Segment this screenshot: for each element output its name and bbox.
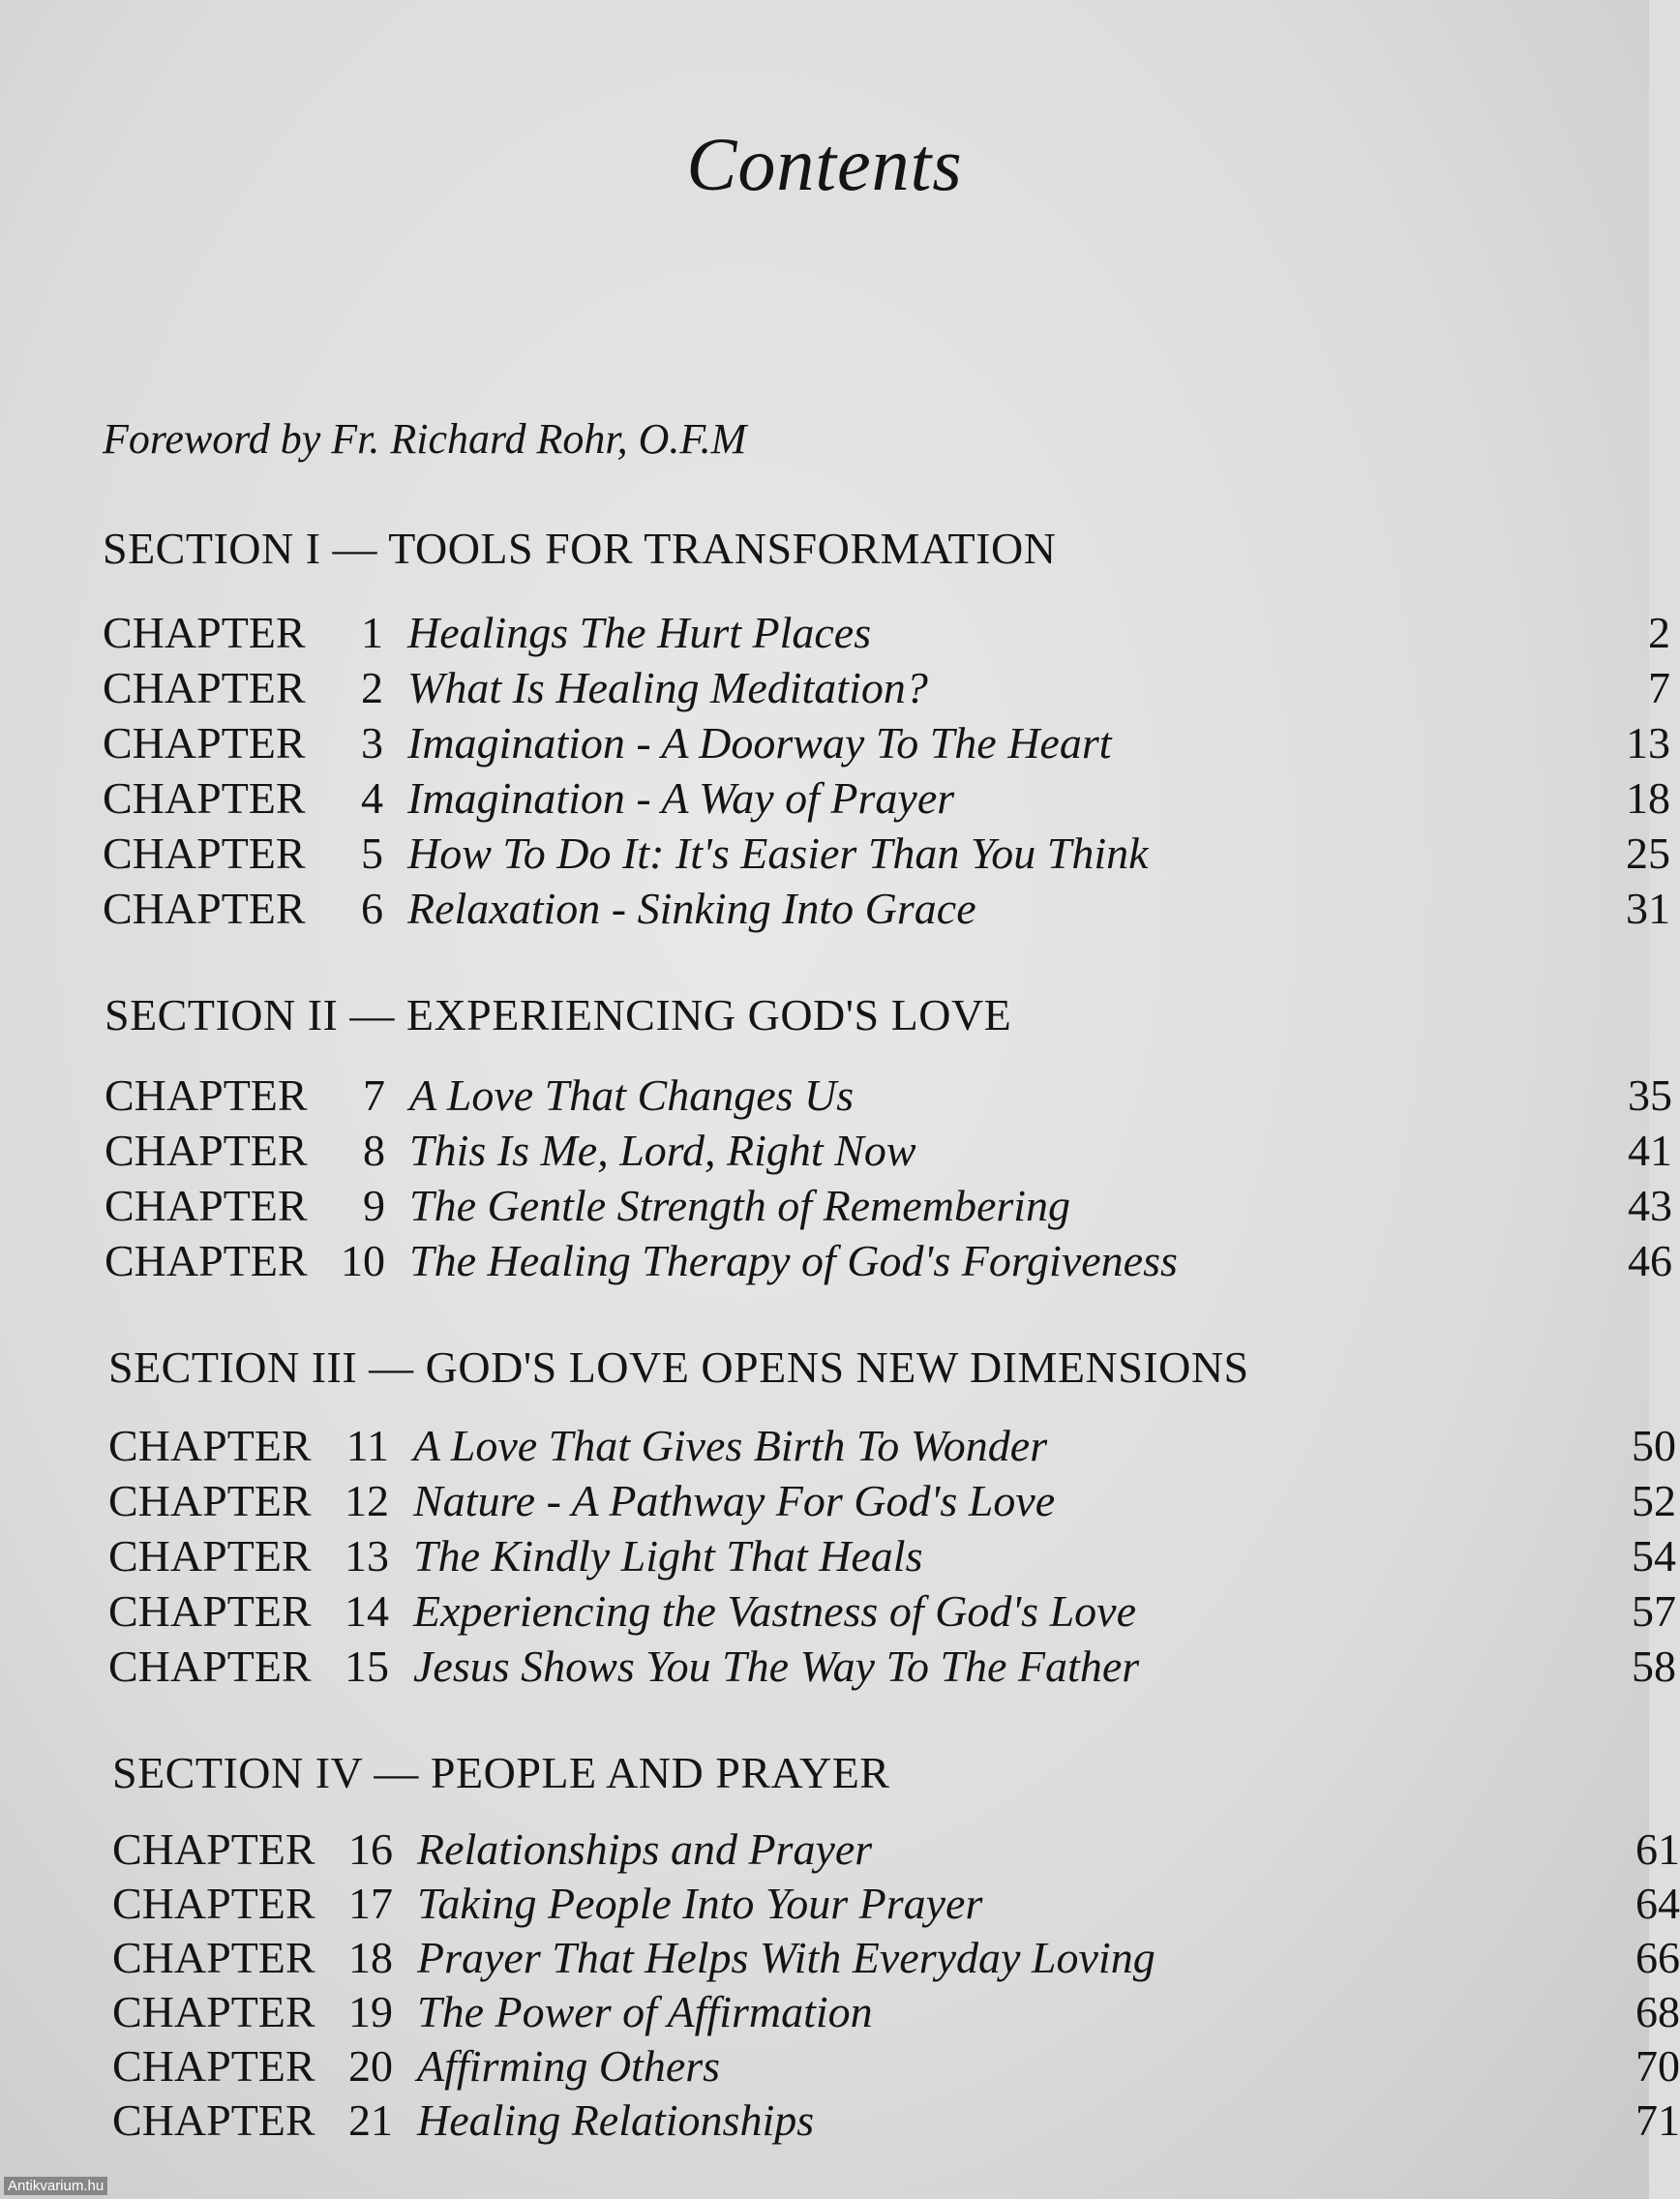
chapter-number: 3 (361, 718, 383, 768)
page-number: 52 (1632, 1476, 1676, 1525)
page-number: 54 (1632, 1531, 1676, 1581)
chapter-title: Imagination - A Way of Prayer (407, 773, 955, 823)
foreword-line: Foreword by Fr. Richard Rohr, O.F.M (103, 415, 747, 463)
chapter-title: The Power of Affirmation (417, 1987, 873, 2036)
chapter-title: How To Do It: It's Easier Than You Think (407, 828, 1149, 878)
chapter-title: Healing Relationships (417, 2095, 815, 2145)
chapter-number: 9 (363, 1181, 385, 1230)
chapter-title: Nature - A Pathway For God's Love (413, 1476, 1056, 1525)
chapter-title: Relaxation - Sinking Into Grace (407, 884, 976, 933)
chapter-number: 14 (345, 1586, 389, 1636)
chapter-title: Relationships and Prayer (417, 1824, 873, 1874)
section-heading: SECTION I — TOOLS FOR TRANSFORMATION (103, 524, 1057, 573)
chapter-label: CHAPTER (103, 718, 306, 768)
page-number: 43 (1628, 1181, 1672, 1230)
page-number: 64 (1635, 1879, 1680, 1928)
chapter-label: CHAPTER (108, 1642, 312, 1691)
chapter-title: A Love That Gives Birth To Wonder (413, 1421, 1048, 1470)
chapter-number: 11 (345, 1421, 389, 1470)
chapter-title: The Kindly Light That Heals (413, 1531, 923, 1581)
page-title: Contents (686, 122, 963, 206)
page-number: 61 (1635, 1824, 1680, 1874)
watermark: Antikvarium.hu (4, 2177, 107, 2195)
chapter-number: 16 (348, 1824, 393, 1874)
page-number: 25 (1626, 828, 1670, 878)
page-number: 7 (1648, 663, 1670, 712)
page-number: 58 (1632, 1642, 1676, 1691)
chapter-number: 2 (361, 663, 383, 712)
chapter-label: CHAPTER (112, 2095, 315, 2145)
chapter-label: CHAPTER (103, 608, 306, 657)
chapter-label: CHAPTER (103, 884, 306, 933)
page-number: 31 (1626, 884, 1670, 933)
chapter-label: CHAPTER (103, 663, 306, 712)
chapter-title: Taking People Into Your Prayer (417, 1879, 983, 1928)
chapter-number: 5 (361, 828, 383, 878)
chapter-label: CHAPTER (112, 1879, 315, 1928)
chapter-label: CHAPTER (105, 1236, 308, 1285)
chapter-number: 18 (348, 1933, 393, 1982)
chapter-number: 12 (345, 1476, 389, 1525)
chapter-title: Healings The Hurt Places (407, 608, 872, 657)
page-number: 46 (1628, 1236, 1672, 1285)
chapter-number: 17 (348, 1879, 393, 1928)
chapter-title: This Is Me, Lord, Right Now (409, 1126, 916, 1175)
chapter-label: CHAPTER (112, 1987, 315, 2036)
chapter-label: CHAPTER (108, 1531, 312, 1581)
chapter-title: What Is Healing Meditation? (407, 663, 928, 712)
chapter-label: CHAPTER (103, 828, 306, 878)
chapter-number: 1 (361, 608, 383, 657)
page-number: 35 (1628, 1070, 1672, 1120)
chapter-label: CHAPTER (103, 773, 306, 823)
chapter-label: CHAPTER (112, 1824, 315, 1874)
chapter-number: 15 (345, 1642, 389, 1691)
chapter-title: The Gentle Strength of Remembering (409, 1181, 1071, 1230)
chapter-title: The Healing Therapy of God's Forgiveness (409, 1236, 1178, 1285)
chapter-number: 19 (348, 1987, 393, 2036)
chapter-number: 20 (348, 2041, 393, 2091)
chapter-label: CHAPTER (108, 1421, 312, 1470)
section-heading: SECTION III — GOD'S LOVE OPENS NEW DIMENSIONS (108, 1342, 1249, 1392)
page-number: 68 (1635, 1987, 1680, 2036)
page-number: 50 (1632, 1421, 1676, 1470)
page-number: 57 (1632, 1586, 1676, 1636)
chapter-title: Jesus Shows You The Way To The Father (413, 1642, 1140, 1691)
chapter-label: CHAPTER (108, 1476, 312, 1525)
chapter-label: CHAPTER (108, 1586, 312, 1636)
chapter-number: 4 (361, 773, 383, 823)
chapter-title: Affirming Others (417, 2041, 721, 2091)
chapter-number: 7 (363, 1070, 385, 1120)
chapter-title: Prayer That Helps With Everyday Loving (417, 1933, 1155, 1982)
section-heading: SECTION II — EXPERIENCING GOD'S LOVE (105, 990, 1012, 1039)
page-number: 66 (1635, 1933, 1680, 1982)
page-number: 70 (1635, 2041, 1680, 2091)
page-number: 18 (1626, 773, 1670, 823)
page-number: 13 (1626, 718, 1670, 768)
chapter-label: CHAPTER (105, 1070, 308, 1120)
chapter-number: 10 (341, 1236, 385, 1285)
chapter-title: A Love That Changes Us (409, 1070, 855, 1120)
chapter-number: 6 (361, 884, 383, 933)
chapter-label: CHAPTER (105, 1181, 308, 1230)
chapter-number: 13 (345, 1531, 389, 1581)
page-number: 71 (1635, 2095, 1680, 2145)
chapter-number: 8 (363, 1126, 385, 1175)
page-number: 2 (1648, 608, 1670, 657)
page-number: 41 (1628, 1126, 1672, 1175)
chapter-label: CHAPTER (112, 1933, 315, 1982)
chapter-label: CHAPTER (112, 2041, 315, 2091)
chapter-title: Experiencing the Vastness of God's Love (413, 1586, 1136, 1636)
chapter-number: 21 (348, 2095, 393, 2145)
section-heading: SECTION IV — PEOPLE AND PRAYER (112, 1748, 890, 1797)
chapter-title: Imagination - A Doorway To The Heart (407, 718, 1112, 768)
chapter-label: CHAPTER (105, 1126, 308, 1175)
